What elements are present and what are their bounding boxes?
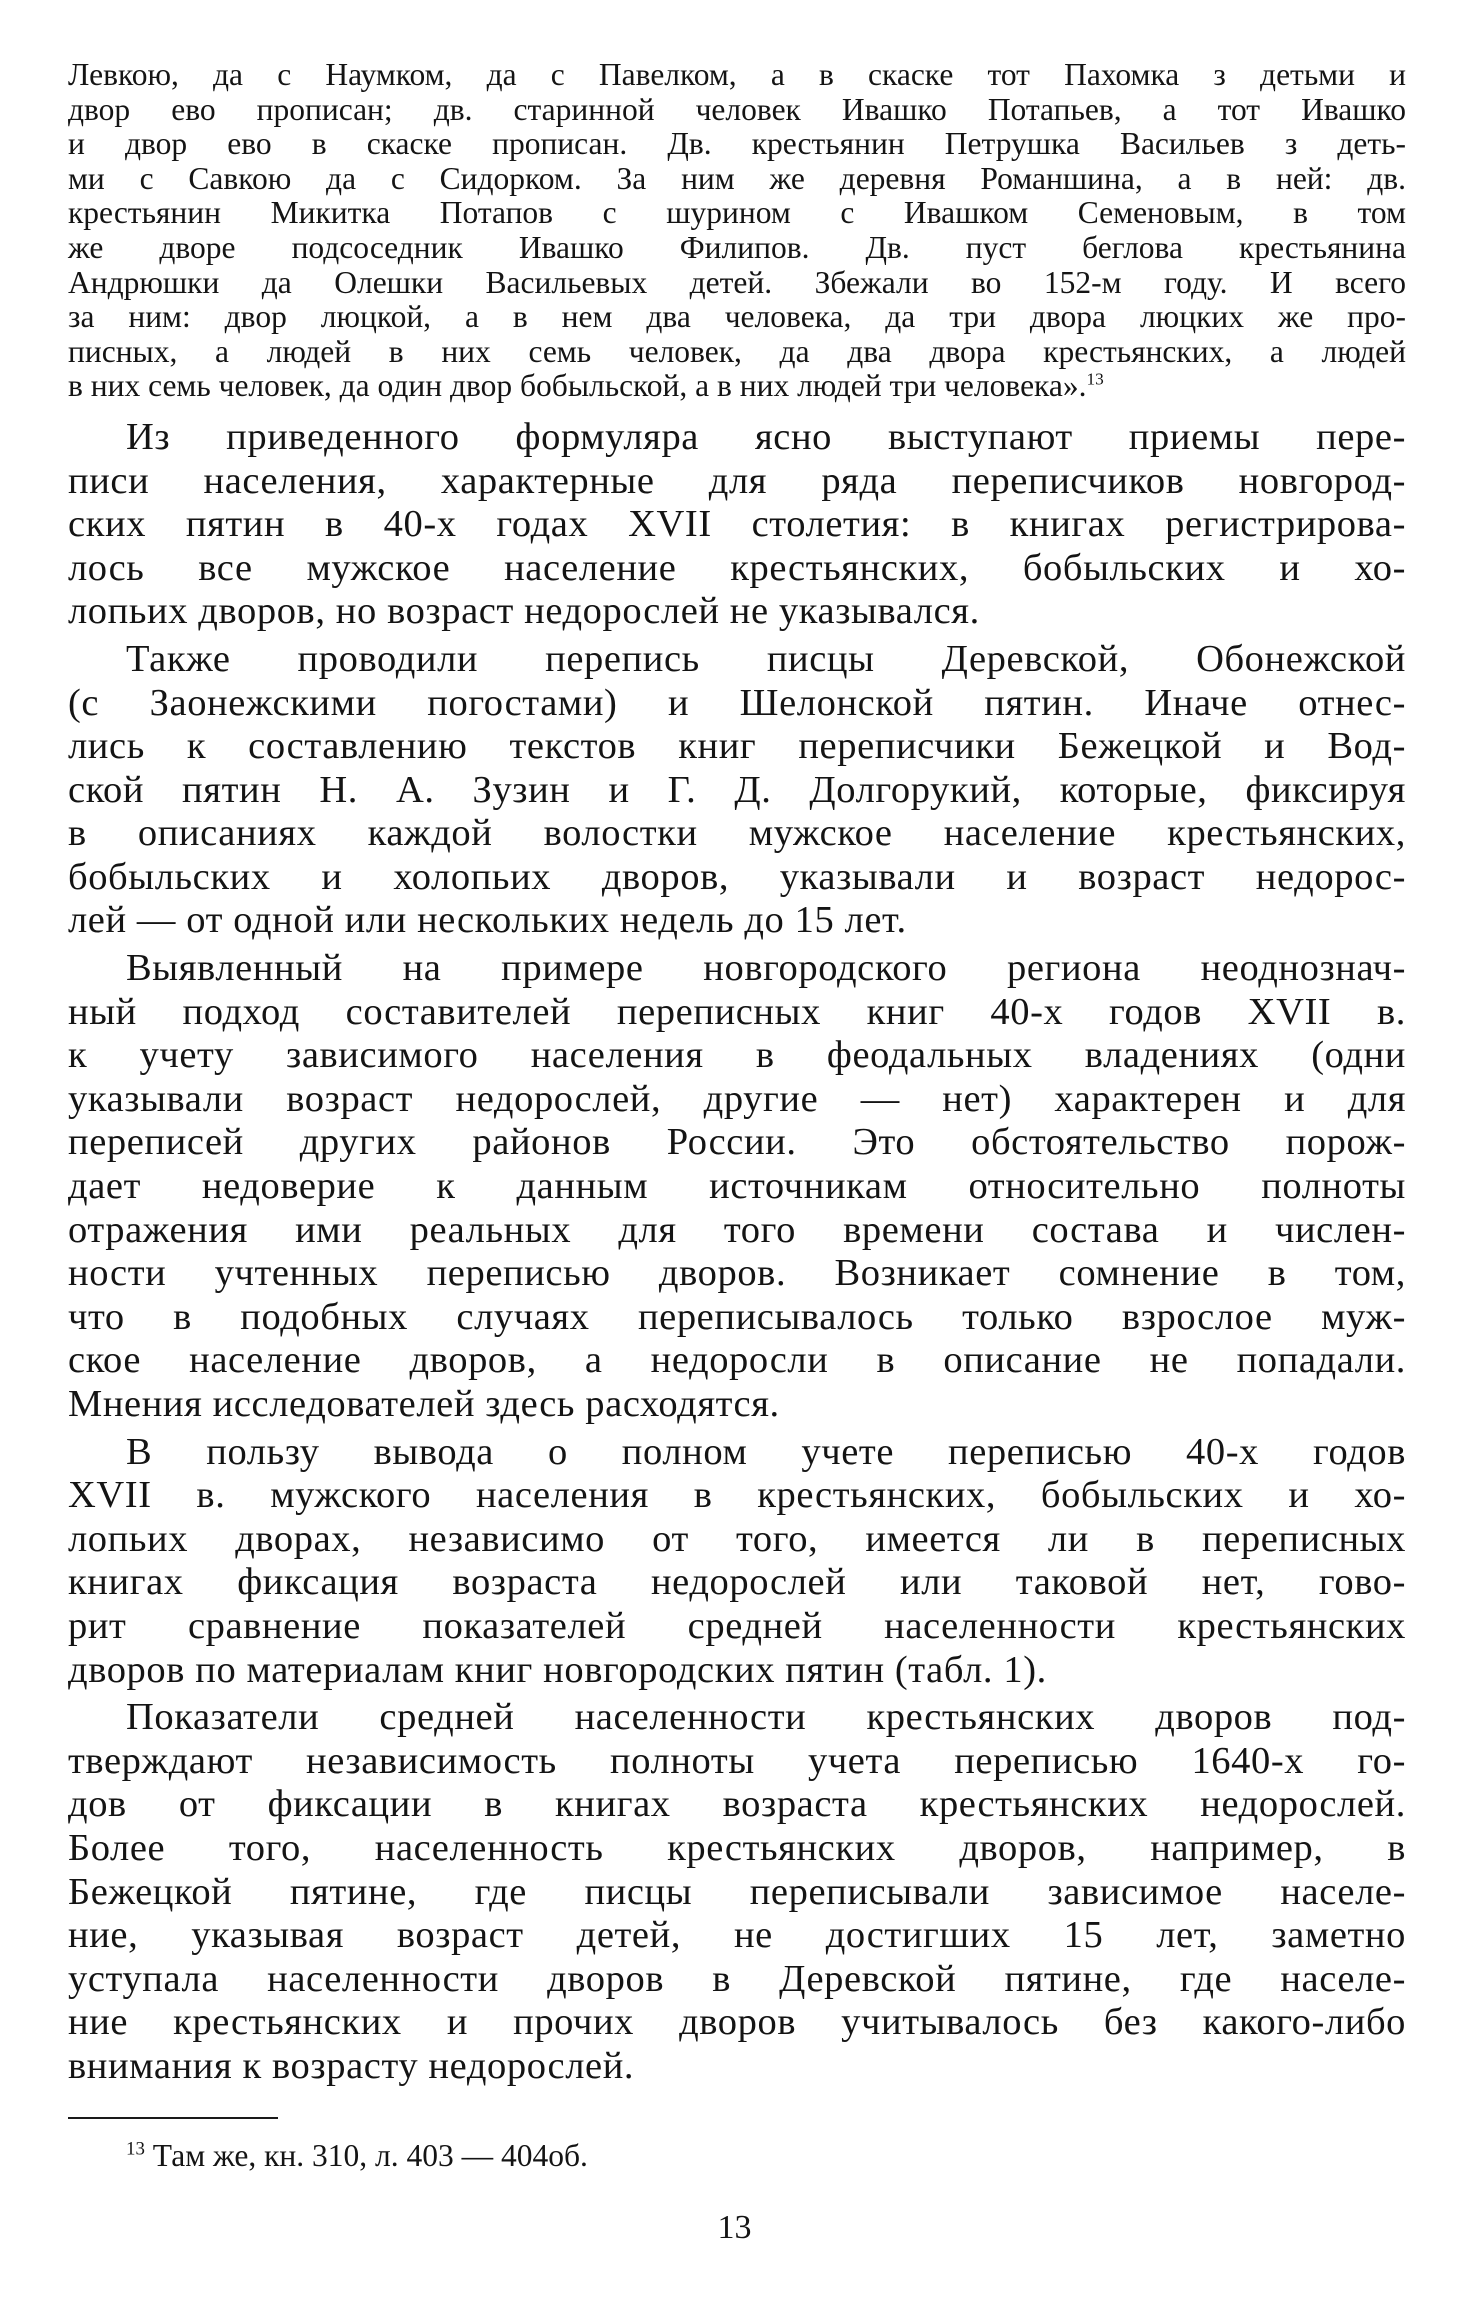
text-line: Мнения исследователей здесь расходятся. xyxy=(68,1383,780,1425)
paragraph xyxy=(68,416,1406,634)
quote-line: крестьянин Микитка Потапов с шурином с Ивашком Семеновым, в том xyxy=(68,195,1406,231)
text-line: писи населения, характерные для ряда переписчиков новгород- xyxy=(68,459,1406,502)
text-line: лей — от одной или нескольких недель до 15 лет. xyxy=(68,899,907,942)
quote-line: ми с Савкою да с Сидорком. За ним же деревня Романшина, а в ней: дв. xyxy=(68,160,1406,196)
paragraph xyxy=(68,1431,1406,1693)
text-line: рит сравнение показателей средней населенности крестьянских xyxy=(68,1604,1406,1647)
quote-last-line xyxy=(68,369,1406,404)
text-line: В пользу вывода о полном учете переписью 40-х годов xyxy=(126,1430,1406,1473)
text-line: (с Заонежскими погостами) и Шелонской пятин. Иначе отнес- xyxy=(68,681,1406,724)
text-line: ности учтенных переписью дворов. Возникает сомнение в том, xyxy=(68,1252,1406,1295)
text-line: лопьих дворов, но возраст недорослей не указывался. xyxy=(68,590,980,633)
body-text xyxy=(68,416,1406,2089)
footnote-number: 13 xyxy=(126,2138,145,2160)
text-line: что в подобных случаях переписывалось только взрослое муж- xyxy=(68,1295,1406,1338)
text-line: тверждают независимость полноты учета переписью 1640-х го- xyxy=(68,1739,1406,1782)
text-line: ских пятин в 40-х годах XVII столетия: в книгах регистрирова- xyxy=(68,503,1406,546)
text-line: ское население дворов, а недоросли в описание не попадали. xyxy=(68,1339,1406,1382)
paragraph xyxy=(68,638,1406,943)
quote-line: и двор ево в скаске прописан. Дв. крестьянин Петрушка Васильев з деть- xyxy=(68,126,1406,162)
footnote-divider xyxy=(68,2117,278,2119)
quote-line: двор ево прописан; дв. старинной человек Ивашко Потапьев, а тот Ивашко xyxy=(68,91,1406,127)
paragraph xyxy=(68,947,1406,1427)
text-line: Выявленный на примере новгородского региона неоднознач- xyxy=(126,947,1406,990)
footnote-ref[interactable]: 13 xyxy=(1086,369,1104,389)
footnote xyxy=(126,2138,588,2174)
text-line: XVII в. мужского населения в крестьянских, бобыльских и хо- xyxy=(68,1474,1406,1517)
text-line: книгах фиксация возраста недорослей или таковой нет, гово- xyxy=(68,1561,1406,1604)
page-content xyxy=(68,58,1406,2089)
quote-line: Андрюшки да Олешки Васильевых детей. Збежали во 152-м году. И всего xyxy=(68,264,1406,300)
text-line: дает недоверие к данным источникам относительно полноты xyxy=(68,1165,1406,1208)
text-line: в описаниях каждой волостки мужское население крестьянских, xyxy=(68,812,1406,855)
quote-line: за ним: двор люцкой, а в нем два человека, да три двора люцких же про- xyxy=(68,299,1406,335)
quote-line-text: в них семь человек, да один двор бобыльской, а в них людей три человека». xyxy=(68,368,1087,404)
text-line: ние, указывая возраст детей, не достигших 15 лет, заметно xyxy=(68,1914,1406,1957)
quoted-census-excerpt xyxy=(68,58,1406,404)
page-number: 13 xyxy=(717,2209,752,2246)
text-line: ный подход составителей переписных книг 40-х годов XVII в. xyxy=(68,990,1406,1033)
text-line: бобыльских и холопьих дворов, указывали и возраст недорос- xyxy=(68,855,1406,898)
text-line: указывали возраст недорослей, другие — нет) характерен и для xyxy=(68,1077,1406,1120)
text-line: переписей других районов России. Это обстоятельство порож- xyxy=(68,1121,1406,1164)
text-line: к учету зависимого населения в феодальных владениях (одни xyxy=(68,1034,1406,1077)
text-line: Из приведенного формуляра ясно выступают приемы пере- xyxy=(126,415,1406,458)
text-line: Более того, населенность крестьянских дворов, например, в xyxy=(68,1826,1406,1869)
text-line: уступала населенности дворов в Деревской пятине, где населе- xyxy=(68,1957,1406,2000)
text-line: дов от фиксации в книгах возраста крестьянских недорослей. xyxy=(68,1783,1406,1826)
paragraph xyxy=(68,1696,1406,2088)
text-line: внимания к возрасту недорослей. xyxy=(68,2044,635,2087)
quote-line: писных, а людей в них семь человек, да два двора крестьянских, а людей xyxy=(68,333,1406,369)
quote-line: Левкою, да с Наумком, да с Павелком, а в скаске тот Пахомка з детьми и xyxy=(68,57,1406,92)
text-line: ние крестьянских и прочих дворов учитывалось без какого-либо xyxy=(68,2001,1406,2044)
text-line: ской пятин Н. А. Зузин и Г. Д. Долгорукий, которые, фиксируя xyxy=(68,768,1406,811)
text-line: отражения ими реальных для того времени состава и числен- xyxy=(68,1208,1406,1251)
text-line: дворов по материалам книг новгородских пятин (табл. 1). xyxy=(68,1648,1047,1691)
text-line: Также проводили перепись писцы Деревской, Обонежской xyxy=(126,637,1406,680)
text-line: Показатели средней населенности крестьянских дворов под- xyxy=(126,1696,1406,1739)
text-line: Бежецкой пятине, где писцы переписывали зависимое населе- xyxy=(68,1870,1406,1913)
text-line: лось все мужское население крестьянских, бобыльских и хо- xyxy=(68,546,1406,589)
quote-line: же дворе подсоседник Ивашко Филипов. Дв. пуст беглова крестьянина xyxy=(68,229,1406,265)
text-line: лопьих дворах, независимо от того, имеется ли в переписных xyxy=(68,1517,1406,1560)
footnote-text: Там же, кн. 310, л. 403 — 404об. xyxy=(152,2138,588,2173)
text-line: лись к составлению текстов книг переписчики Бежецкой и Вод- xyxy=(68,725,1406,768)
